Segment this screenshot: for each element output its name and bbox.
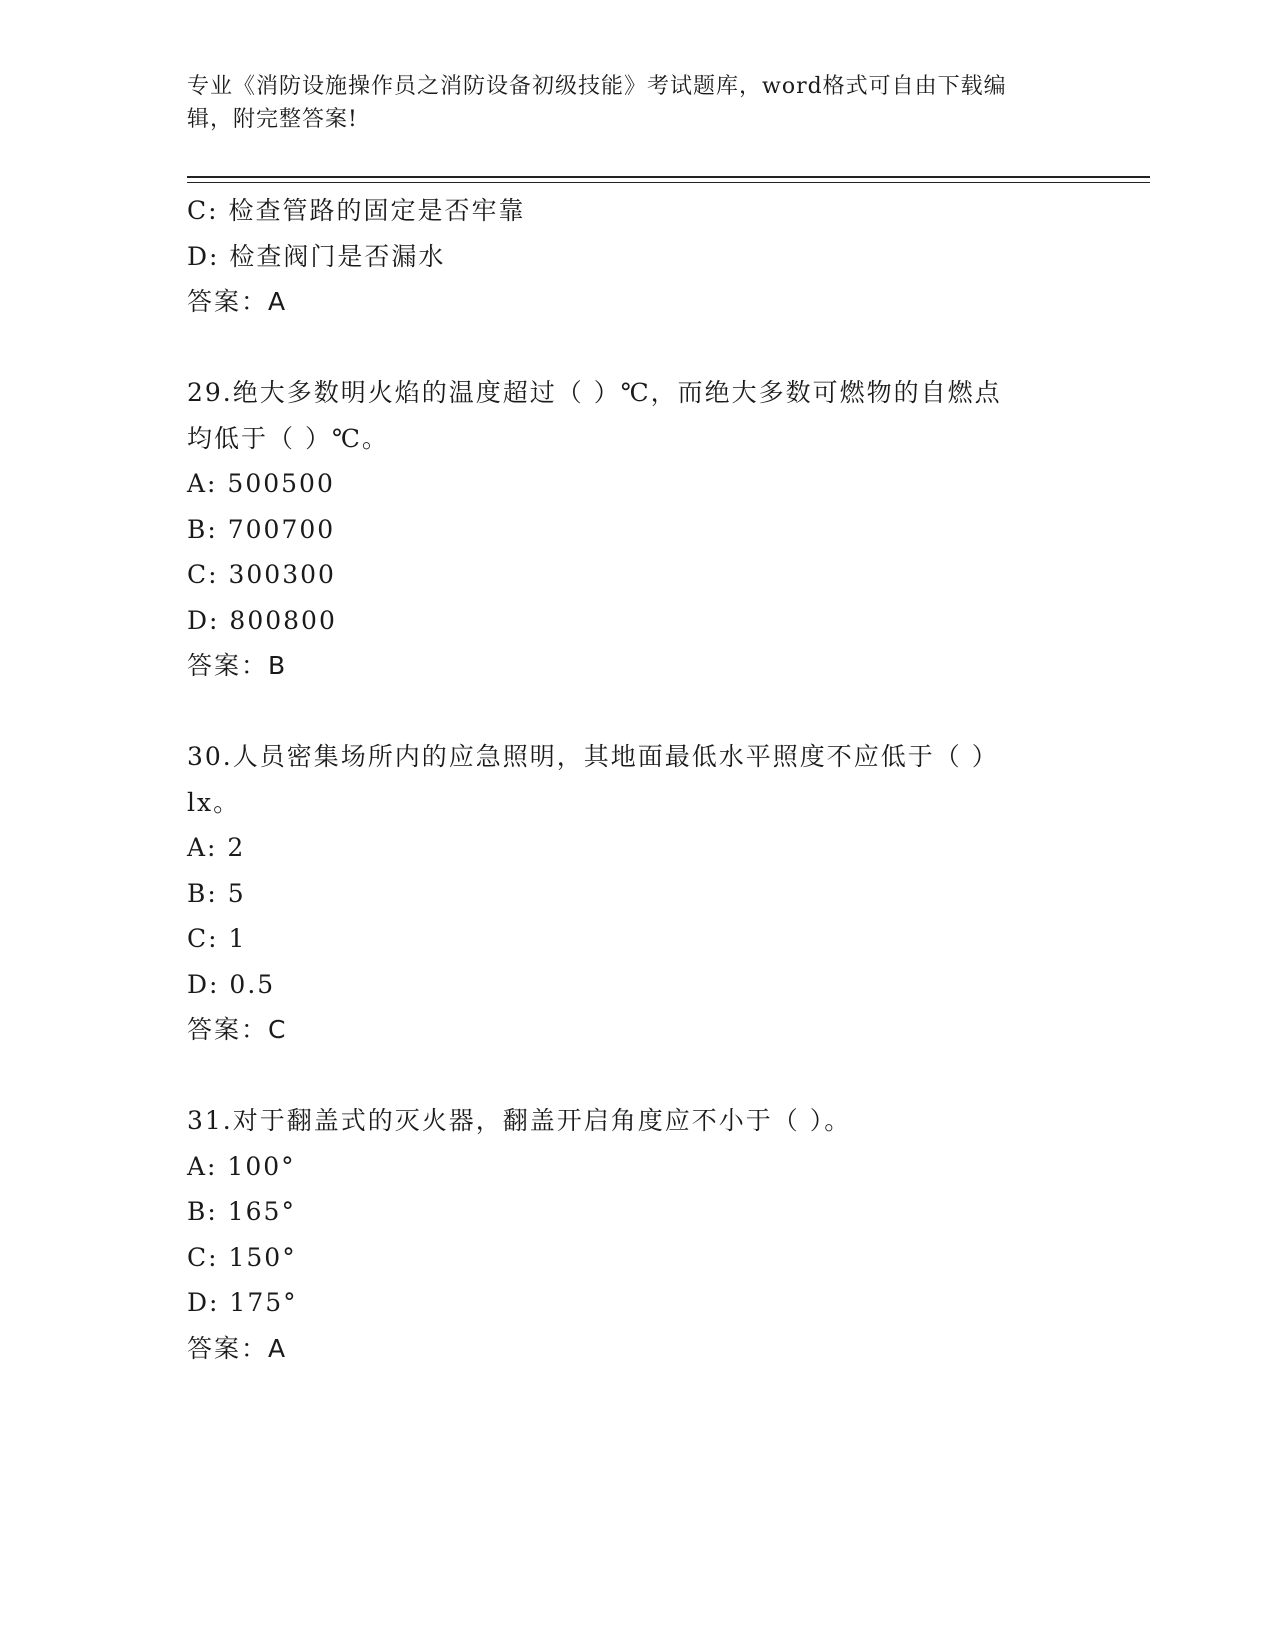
- option-d: D: 0.5: [187, 969, 276, 999]
- option-b: B: 700700: [187, 514, 336, 544]
- question-stem-line: 31.对于翻盖式的灭火器，翻盖开启角度应不小于（ ）。: [187, 1106, 852, 1135]
- question-31: [187, 1098, 1087, 1371]
- option-b: B: 165°: [187, 1197, 296, 1226]
- spacer: [187, 689, 1087, 735]
- option-d: D: 175°: [187, 1288, 298, 1317]
- answer-line: 答案：B: [187, 651, 288, 680]
- option-b: B: 5: [187, 878, 246, 908]
- option-a: A: 2: [187, 833, 246, 862]
- header-divider-thin: [187, 182, 1150, 183]
- spacer: [187, 325, 1087, 371]
- question-30: [187, 734, 1087, 1053]
- answer-line: 答案：A: [187, 1333, 288, 1363]
- option-c: C: 300300: [187, 560, 336, 589]
- option-a: A: 500500: [187, 469, 335, 498]
- prev-question-block: [187, 188, 1087, 325]
- option-a: A: 100°: [187, 1151, 296, 1181]
- header-line-1: 专业《消防设施操作员之消防设备初级技能》考试题库，word格式可自由下载编: [187, 74, 1007, 99]
- page-header: [187, 70, 1067, 136]
- header-line-2: 辑，附完整答案!: [187, 107, 358, 132]
- option-d: D: 检查阀门是否漏水: [187, 241, 446, 271]
- option-d: D: 800800: [187, 605, 337, 635]
- spacer: [187, 1053, 1087, 1099]
- question-stem-line: 30.人员密集场所内的应急照明，其地面最低水平照度不应低于（ ）: [187, 742, 999, 771]
- question-content: [187, 188, 1087, 1371]
- question-stem-line: 29.绝大多数明火焰的温度超过（ ）℃，而绝大多数可燃物的自燃点: [187, 378, 1002, 407]
- answer-line: 答案：A: [187, 287, 288, 316]
- option-c: C: 检查管路的固定是否牢靠: [187, 196, 526, 225]
- option-c: C: 150°: [187, 1242, 297, 1272]
- header-divider: [187, 176, 1150, 178]
- question-29: [187, 370, 1087, 689]
- answer-line: 答案：C: [187, 1015, 288, 1044]
- question-stem-line: lx。: [187, 787, 241, 817]
- question-stem-line: 均低于（ ）℃。: [187, 423, 389, 453]
- option-c: C: 1: [187, 924, 247, 953]
